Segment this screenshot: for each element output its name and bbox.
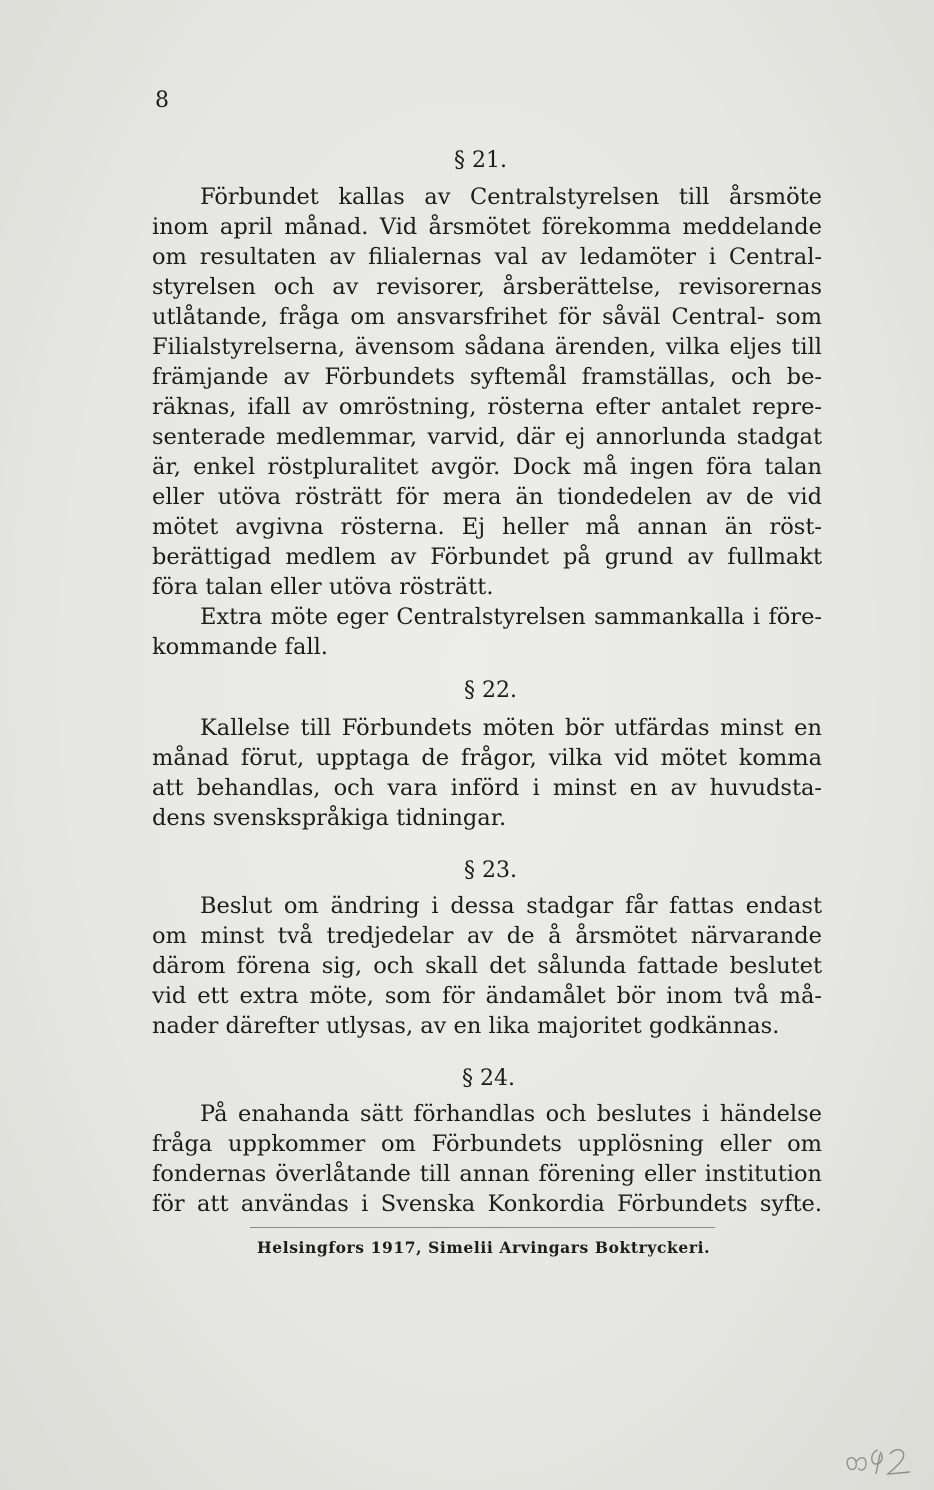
section-heading-24: § 24. (462, 1066, 515, 1091)
section-heading-21: § 21. (454, 148, 507, 173)
text-line: Extra möte eger Centralstyrelsen sammankalla i före- (200, 604, 822, 630)
handwritten-page-mark (842, 1440, 922, 1480)
text-line: fondernas överlåtande till annan förening eller institution (152, 1161, 822, 1187)
text-line: styrelsen och av revisorer, årsberättelse, revisorernas (152, 274, 822, 300)
page-number: 8 (155, 88, 169, 113)
text-line: eller utöva rösträtt för mera än tiondedelen av de vid (152, 484, 822, 510)
text-line: Beslut om ändring i dessa stadgar får fattas endast (200, 893, 822, 919)
section-23-body (152, 891, 822, 1041)
text-line: om minst två tredjedelar av de å årsmötet närvarande (152, 923, 822, 949)
text-line: föra talan eller utöva rösträtt. (152, 574, 494, 600)
text-line: vid ett extra möte, som för ändamålet bör inom två må- (152, 983, 822, 1009)
text-line: kommande fall. (152, 634, 328, 660)
section-21-body (152, 182, 822, 662)
text-line: att behandlas, och vara införd i minst en av huvudsta- (152, 775, 822, 801)
text-line: främjande av Förbundets syftemål framställas, och be- (152, 364, 822, 390)
text-line: månad förut, upptaga de frågor, vilka vid mötet komma (152, 745, 822, 771)
text-line: inom april månad. Vid årsmötet förekomma meddelande (152, 214, 822, 240)
text-line: Kallelse till Förbundets möten bör utfärdas minst en (200, 715, 822, 741)
printer-imprint: Helsingfors 1917, Simelii Arvingars Boktryckeri. (257, 1238, 711, 1257)
footer-divider (250, 1227, 715, 1228)
section-22-body (152, 713, 822, 833)
text-line: för att användas i Svenska Konkordia Förbundets syfte. (152, 1191, 822, 1217)
text-line: mötet avgivna rösterna. Ej heller må annan än röst- (152, 514, 822, 540)
text-line: senterade medlemmar, varvid, där ej annorlunda stadgat (152, 424, 822, 450)
section-heading-23: § 23. (464, 858, 517, 883)
text-line: räknas, ifall av omröstning, rösterna efter antalet repre- (152, 394, 822, 420)
text-line: dens svenskspråkiga tidningar. (152, 805, 507, 831)
text-line: utlåtande, fråga om ansvarsfrihet för såväl Central- som (152, 304, 822, 330)
text-line: om resultaten av filialernas val av ledamöter i Central- (152, 244, 822, 270)
text-line: är, enkel röstpluralitet avgör. Dock må ingen föra talan (152, 454, 822, 480)
text-line: Filialstyrelserna, ävensom sådana ärenden, vilka eljes till (152, 334, 822, 360)
text-line: nader därefter utlysas, av en lika majoritet godkännas. (152, 1013, 780, 1039)
text-line: därom förena sig, och skall det sålunda fattade beslutet (152, 953, 822, 979)
text-line: fråga uppkommer om Förbundets upplösning eller om (152, 1131, 822, 1157)
text-line: Förbundet kallas av Centralstyrelsen till årsmöte (200, 184, 822, 210)
text-line: berättigad medlem av Förbundet på grund av fullmakt (152, 544, 822, 570)
section-24-body (152, 1099, 822, 1219)
section-heading-22: § 22. (464, 678, 517, 703)
text-line: På enahanda sätt förhandlas och beslutes i händelse (200, 1101, 822, 1127)
